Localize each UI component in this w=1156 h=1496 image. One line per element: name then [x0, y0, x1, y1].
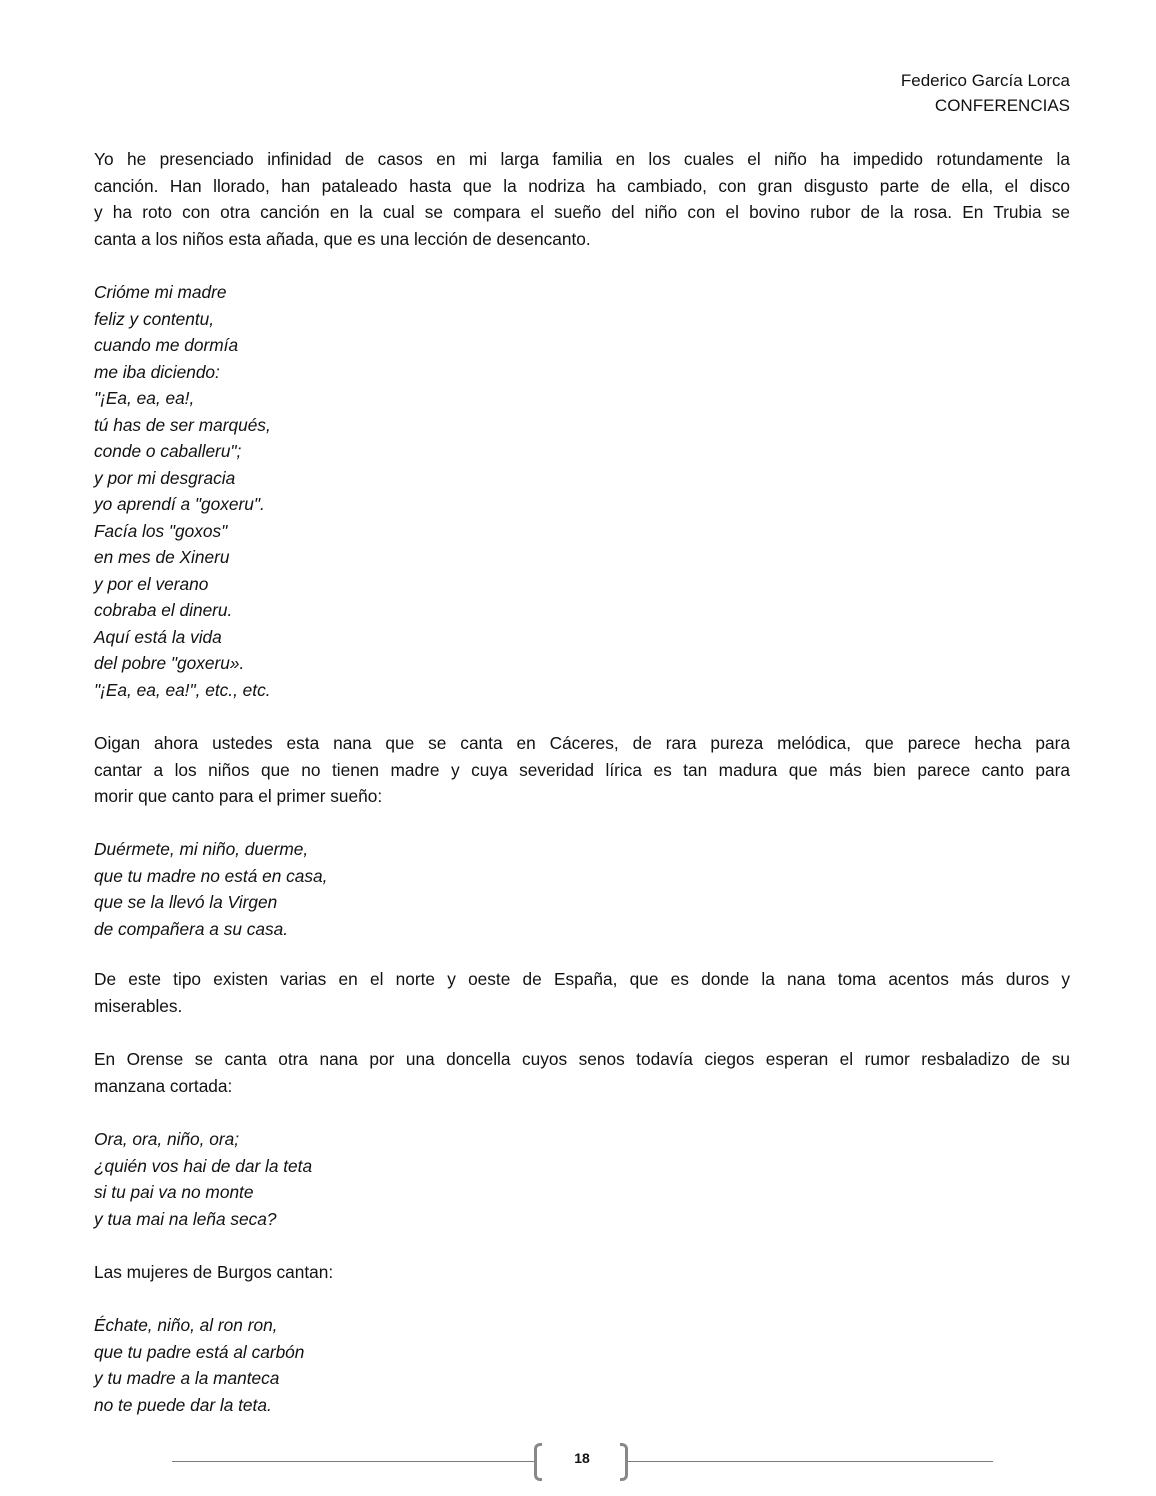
text-line: yo aprendí a "goxeru". [94, 494, 265, 514]
text-line: Duérmete, mi niño, duerme, [94, 839, 309, 859]
text-line: cantar a los niños que no tienen madre y cuya severidad lírica es tan madura que más bien parece canto para [94, 759, 1070, 780]
paragraph [94, 146, 1070, 252]
text-line: de compañera a su casa. [94, 918, 289, 939]
text-line: "¡Ea, ea, ea!", etc., etc. [94, 679, 271, 700]
footer-rule-left [172, 1461, 534, 1462]
text-line: canción. Han llorado, han pataleado hasta que la nodriza ha cambiado, con gran disgusto parte de ella, el disco [94, 175, 1070, 196]
page-number-bracket-left [534, 1443, 542, 1481]
poem [94, 836, 1070, 942]
paragraph [94, 966, 1070, 1019]
text-line: en mes de Xineru [94, 547, 230, 567]
text-line: Las mujeres de Burgos cantan: [94, 1262, 334, 1282]
text-line: Ora, ora, niño, ora; [94, 1129, 240, 1149]
header-title: CONFERENCIAS [934, 96, 1070, 115]
text-line: y por mi desgracia [94, 467, 236, 488]
text-line: y tu madre a la manteca [94, 1368, 280, 1388]
text-line: cobraba el dineru. [94, 600, 233, 620]
paragraph [94, 1259, 1070, 1286]
text-line: "¡Ea, ea, ea!, [94, 388, 195, 408]
header-author: Federico García Lorca [900, 71, 1070, 90]
poem [94, 1126, 1070, 1232]
text-line: me iba diciendo: [94, 361, 220, 382]
poem [94, 1312, 1070, 1418]
paragraph [94, 1046, 1070, 1099]
page-number-bracket-right [620, 1443, 628, 1481]
text-line: Crióme mi madre [94, 282, 227, 302]
text-line: que se la llevó la Virgen [94, 892, 278, 912]
text-line: En Orense se canta otra nana por una doncella cuyos senos todavía ciegos esperan el rumor resbaladizo de su [94, 1049, 1070, 1069]
text-line: que tu madre no está en casa, [94, 865, 328, 886]
text-line: morir que canto para el primer sueño: [94, 786, 383, 806]
text-line: Aquí está la vida [94, 626, 222, 647]
text-line: manzana cortada: [94, 1075, 233, 1096]
text-line: feliz y contentu, [94, 308, 215, 329]
text-line: y ha roto con otra canción en la cual se compara el sueño del niño con el bovino rubor de la rosa. En Trubia se [94, 202, 1070, 222]
text-line: ¿quién vos hai de dar la teta [94, 1155, 313, 1176]
paragraph [94, 730, 1070, 810]
text-line: conde o caballeru"; [94, 441, 242, 461]
text-line: del pobre "goxeru». [94, 653, 245, 673]
text-line: cuando me dormía [94, 335, 239, 355]
text-line: Facía los "goxos" [94, 520, 228, 541]
text-line: De este tipo existen varias en el norte y oeste de España, que es donde la nana toma acentos más duros y [94, 969, 1070, 989]
text-line: Oigan ahora ustedes esta nana que se canta en Cáceres, de rara pureza melódica, que parece hecha para [94, 733, 1070, 753]
text-line: no te puede dar la teta. [94, 1394, 272, 1415]
text-line: y por el verano [94, 573, 209, 594]
footer-rule-right [628, 1461, 993, 1462]
text-line: Yo he presenciado infinidad de casos en mi larga familia en los cuales el niño ha impedido rotundamente la [94, 149, 1070, 169]
text-line: si tu pai va no monte [94, 1182, 254, 1202]
text-line: y tua mai na leña seca? [94, 1208, 277, 1229]
text-line: Échate, niño, al ron ron, [94, 1315, 278, 1335]
text-line: tú has de ser marqués, [94, 414, 271, 435]
text-line: miserables. [94, 995, 183, 1016]
poem [94, 279, 1070, 703]
page-number: 18 [574, 1450, 590, 1466]
text-line: canta a los niños esta añada, que es una lección de desencanto. [94, 228, 591, 249]
running-header [901, 68, 1070, 118]
text-line: que tu padre está al carbón [94, 1341, 305, 1362]
